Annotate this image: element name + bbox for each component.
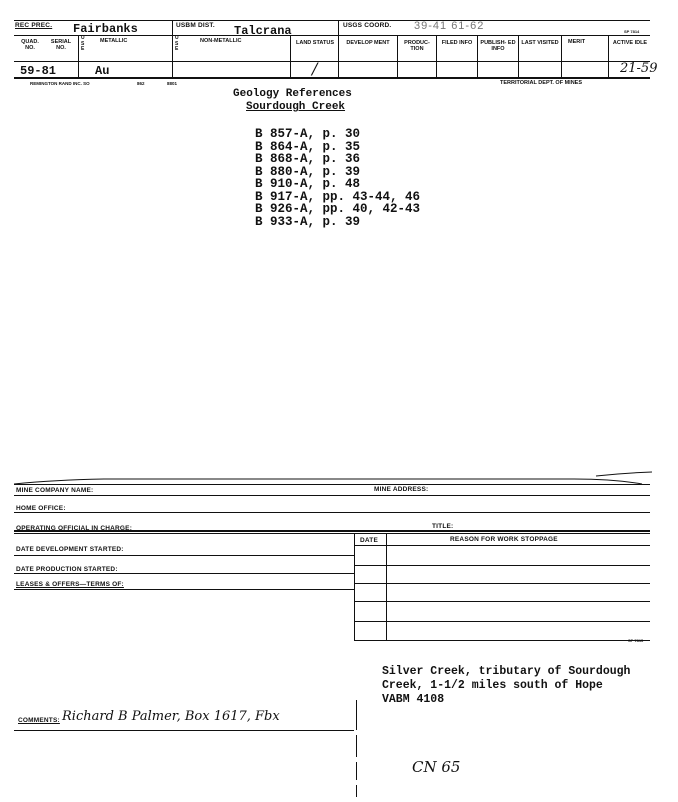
date-development-started-label: DATE DEVELOPMENT STARTED:	[16, 546, 124, 553]
reference-item: B 926-A, pp. 40, 42-43	[255, 202, 421, 216]
title-label: TITLE:	[432, 523, 454, 530]
col-merit: MERIT	[568, 39, 586, 45]
reference-item: B 864-A, p. 35	[255, 139, 361, 154]
references-list	[255, 128, 420, 228]
mine-company-name-label: MINE COMPANY NAME:	[16, 487, 94, 494]
nonmetallic-usr-marks: U S E	[175, 35, 179, 52]
reference-item: B 910-A, p. 48	[255, 177, 361, 191]
references-title: Geology References	[233, 88, 352, 100]
handwritten-code: CN 65	[412, 758, 461, 776]
reference-item: B 868-A, p. 36	[255, 152, 361, 166]
usbm-dist-value: Talcrana	[234, 24, 292, 38]
col-development: DEVELOP MENT	[346, 40, 390, 46]
location-line-1: Silver Creek, tributary of Sourdough	[382, 665, 631, 678]
location-note	[382, 665, 630, 707]
col-filed-info: FILED INFO	[441, 40, 473, 46]
col-active-idle: ACTIVE IDLE	[612, 40, 648, 46]
date-production-started-label: DATE PRODUCTION STARTED:	[16, 566, 118, 573]
col-land-status: LAND STATUS	[296, 40, 334, 46]
usgs-coord-value: 39-41 61-62	[414, 20, 485, 32]
form-number-bottom: SP 7815	[628, 638, 644, 643]
location-line-2: Creek, 1-1/2 miles south of Hope	[382, 679, 603, 692]
reference-item: B 857-A, p. 30	[255, 127, 361, 141]
stoppage-reason-header: REASON FOR WORK STOPPAGE	[450, 536, 558, 543]
quad-serial-value: 59-81	[20, 64, 57, 78]
col-quad-no: QUAD. NO.	[21, 39, 39, 51]
col-serial-no: SERIAL NO.	[50, 39, 72, 51]
form-top-edge	[14, 470, 654, 488]
col-metallic: METALLIC	[100, 38, 128, 44]
printer-code-1: 862	[137, 81, 145, 86]
col-published-info: PUBLISH- ED INFO	[480, 40, 516, 52]
usgs-coord-label: USGS COORD.	[343, 22, 392, 29]
reference-item: B 933-A, p. 39	[255, 214, 361, 229]
location-line-3: VABM 4108	[382, 693, 445, 706]
department-label: TERRITORIAL DEPT. OF MINES	[500, 80, 582, 86]
printer-code-2: 8801	[167, 81, 178, 86]
col-last-visited: LAST VISITED	[521, 40, 559, 46]
comments-label: COMMENTS:	[18, 717, 60, 724]
leases-offers-label: LEASES & OFFERS—TERMS OF:	[16, 581, 124, 588]
references-subtitle: Sourdough Creek	[246, 101, 346, 113]
mine-address-label: MINE ADDRESS:	[374, 486, 429, 493]
form-number-top: SP 7814	[624, 29, 640, 34]
operating-official-label: OPERATING OFFICIAL IN CHARGE:	[16, 525, 133, 532]
comments-value: Richard B Palmer, Box 1617, Fbx	[62, 709, 280, 724]
stoppage-date-header: DATE	[360, 537, 379, 544]
reference-item: B 917-A, pp. 43-44, 46	[255, 189, 421, 204]
printer-line: REMINGTON RAND INC. SO	[30, 81, 90, 86]
reference-item: B 880-A, p. 39	[255, 164, 361, 179]
land-status-value: /	[312, 59, 318, 78]
col-production: PRODUC- TION	[404, 40, 430, 52]
usbm-dist-label: USBM DIST.	[176, 22, 215, 29]
active-idle-value: 21-59	[620, 61, 658, 76]
rec-prec-value: Fairbanks	[73, 22, 138, 36]
metallic-usr-marks: U S E	[81, 35, 85, 52]
rec-prec-label: REC PREC.	[15, 22, 53, 29]
home-office-label: HOME OFFICE:	[16, 505, 66, 512]
col-non-metallic: NON-METALLIC	[200, 38, 242, 44]
metallic-value: Au	[95, 64, 110, 78]
